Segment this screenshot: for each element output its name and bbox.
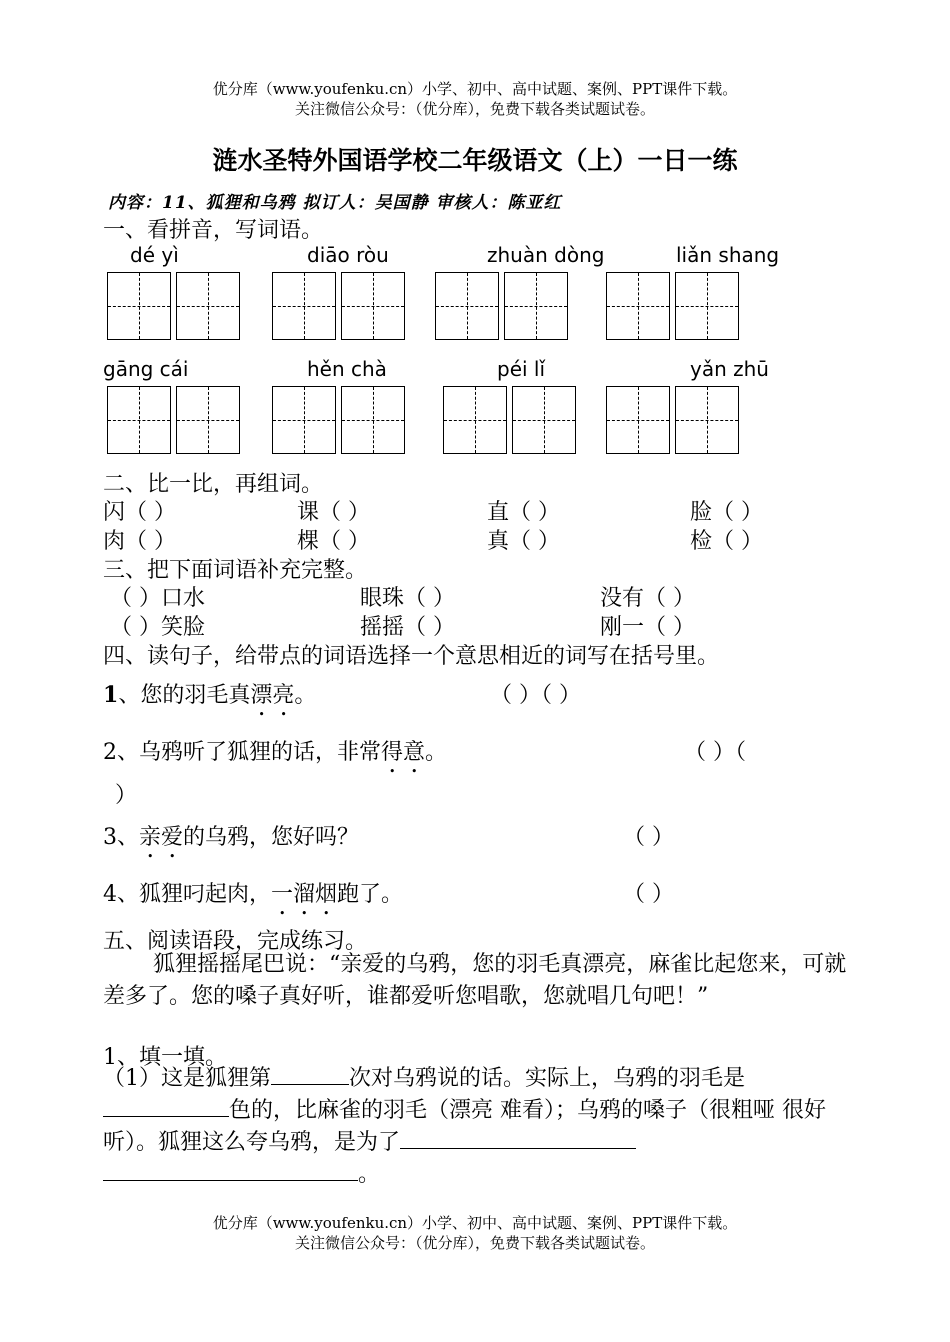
- fill-word[interactable]: （ ）口水: [110, 586, 205, 611]
- compare-word[interactable]: 直（ ）: [487, 500, 560, 525]
- char-box[interactable]: [176, 272, 240, 340]
- q4-post: 跑了。: [337, 882, 404, 907]
- fill-word[interactable]: 没有（ ）: [600, 586, 695, 611]
- compare-word[interactable]: 肉（ ）: [103, 529, 176, 554]
- sentence-1: [103, 678, 316, 721]
- char-box[interactable]: [606, 386, 670, 454]
- meta-info: 内容：11、狐狸和乌鸦 拟订人：吴国静 审核人：陈亚红: [108, 193, 562, 213]
- compare-word[interactable]: 闪（ ）: [103, 500, 176, 525]
- sentence-4: [103, 877, 403, 920]
- char-box[interactable]: [176, 386, 240, 454]
- char-box[interactable]: [107, 386, 171, 454]
- char-box[interactable]: [675, 272, 739, 340]
- q1-text: 、您的羽毛真: [118, 683, 251, 708]
- page-title: 涟水圣特外国语学校二年级语文（上）一日一练: [212, 146, 738, 175]
- q2-post: 。: [425, 740, 448, 765]
- answer-blank[interactable]: [271, 1064, 349, 1085]
- pinyin-4: liǎn shang: [676, 243, 780, 267]
- q4-dotted: 一溜烟: [271, 882, 338, 907]
- q3-dotted: 亲爱: [139, 825, 184, 850]
- reading-passage: 狐狸摇摇尾巴说：“亲爱的乌鸦，您的羽毛真漂亮，麻雀比起您来，可就差多了。您的嗓子真好听，谁都爱听您唱歌，您就唱几句吧！”: [103, 952, 847, 1009]
- pinyin-5: gāng cái: [103, 357, 189, 381]
- header-line-2: 关注微信公众号：（优分库），免费下载各类试题试卷。: [294, 100, 655, 118]
- q-part-c: 色的，比麻雀的羽毛（漂亮 难看）；乌鸦的嗓子（很粗哑 很好听）。狐狸这么夸乌鸦，是为了: [103, 1098, 826, 1155]
- compare-word[interactable]: 课（ ）: [297, 500, 370, 525]
- compare-word[interactable]: 检（ ）: [690, 529, 763, 554]
- char-box[interactable]: [435, 272, 499, 340]
- q-part-b: 次对乌鸦说的话。实际上，乌鸦的羽毛是: [349, 1066, 746, 1091]
- pinyin-1: dé yì: [130, 243, 179, 267]
- pinyin-3: zhuàn dòng: [487, 243, 605, 267]
- section-4-heading: 四、读句子，给带点的词语选择一个意思相近的词写在括号里。: [103, 644, 720, 669]
- sentence-3: [103, 820, 359, 863]
- char-box[interactable]: [675, 386, 739, 454]
- compare-word[interactable]: 真（ ）: [487, 529, 560, 554]
- char-box[interactable]: [504, 272, 568, 340]
- pinyin-7: péi lǐ: [497, 357, 546, 381]
- answer-brackets[interactable]: （ ）: [623, 882, 674, 907]
- sentence-2: [103, 735, 447, 778]
- answer-blank[interactable]: [103, 1160, 358, 1181]
- pinyin-8: yǎn zhū: [690, 357, 769, 381]
- fill-question: [103, 1063, 848, 1191]
- q2-dotted: 得意: [381, 740, 426, 765]
- q2-text: 2、乌鸦听了狐狸的话，非常: [103, 740, 381, 765]
- q-part-d: 。: [358, 1162, 381, 1187]
- char-box[interactable]: [107, 272, 171, 340]
- answer-blank[interactable]: [400, 1128, 636, 1149]
- header-line-1: 优分库（www.youfenku.cn）小学、初中、高中试题、案例、PPT课件下载。: [212, 80, 738, 98]
- answer-brackets[interactable]: （ ）（ ）: [490, 683, 581, 708]
- char-box[interactable]: [606, 272, 670, 340]
- char-box[interactable]: [272, 272, 336, 340]
- pinyin-2: diāo ròu: [307, 243, 389, 267]
- section-5-heading: 五、阅读语段，完成练习。: [103, 929, 368, 954]
- section-2-heading: 二、比一比，再组词。: [103, 472, 324, 497]
- fill-word[interactable]: （ ）笑脸: [110, 615, 205, 640]
- q1-dotted: 漂亮: [250, 683, 295, 708]
- char-box[interactable]: [341, 386, 405, 454]
- footer-line-1: 优分库（www.youfenku.cn）小学、初中、高中试题、案例、PPT课件下载。: [212, 1214, 738, 1232]
- char-box[interactable]: [443, 386, 507, 454]
- answer-brackets[interactable]: （ ）: [623, 825, 674, 850]
- question-heading: 1、填一填。: [103, 1045, 227, 1070]
- footer-line-2: 关注微信公众号：（优分库），免费下载各类试题试卷。: [294, 1234, 655, 1252]
- pinyin-6: hěn chà: [307, 357, 387, 381]
- compare-word[interactable]: 棵（ ）: [297, 529, 370, 554]
- answer-brackets[interactable]: （ ）（: [684, 740, 746, 765]
- q1-number: 1: [103, 682, 119, 708]
- fill-word[interactable]: 刚一（ ）: [600, 615, 695, 640]
- fill-word[interactable]: 眼珠（ ）: [360, 586, 455, 611]
- answer-bracket-cont: ）: [115, 783, 138, 808]
- char-box[interactable]: [512, 386, 576, 454]
- section-3-heading: 三、把下面词语补充完整。: [103, 558, 368, 583]
- answer-blank[interactable]: [103, 1096, 229, 1117]
- q-part-a: （1）这是狐狸第: [103, 1066, 271, 1091]
- char-box[interactable]: [272, 386, 336, 454]
- q3-post: 的乌鸦，您好吗？: [183, 825, 360, 850]
- compare-word[interactable]: 脸（ ）: [690, 500, 763, 525]
- q3-text: 3、: [103, 825, 139, 850]
- fill-word[interactable]: 摇摇（ ）: [360, 615, 455, 640]
- char-box[interactable]: [341, 272, 405, 340]
- q1-post: 。: [294, 683, 317, 708]
- q4-text: 4、狐狸叼起肉，: [103, 882, 271, 907]
- section-1-heading: 一、看拼音，写词语。: [103, 218, 324, 243]
